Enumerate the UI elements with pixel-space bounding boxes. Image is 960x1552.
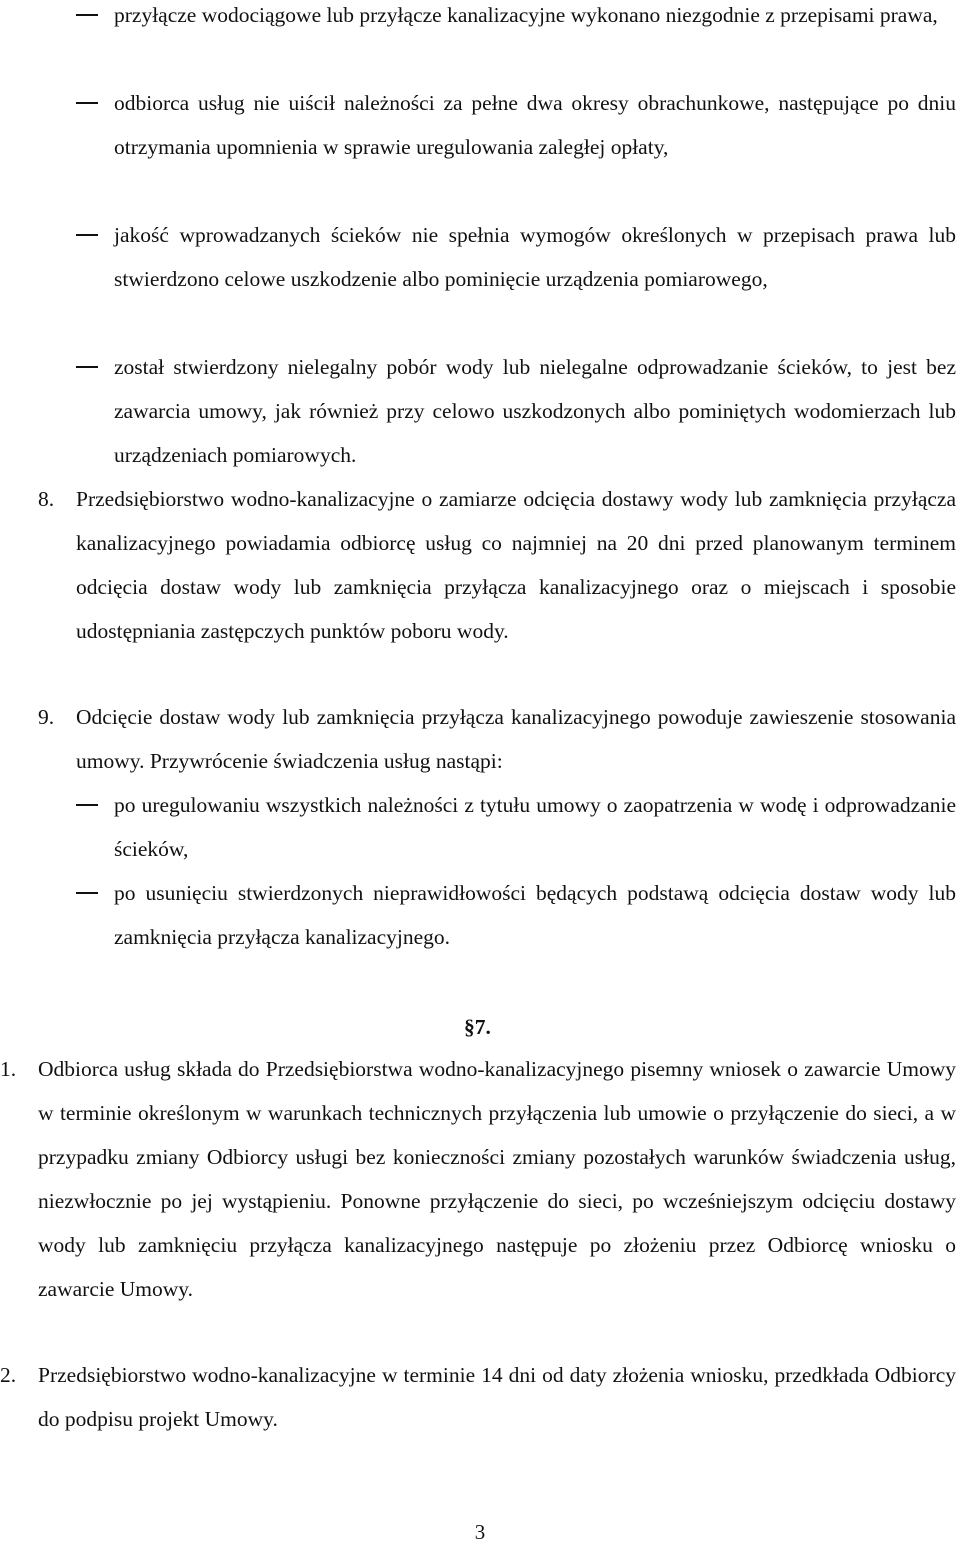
- dash-bullet-icon: [76, 234, 98, 236]
- point-number: 1.: [0, 1057, 17, 1081]
- point-number: 8.: [38, 487, 55, 511]
- list-item-text: po usunięciu stwierdzonych nieprawidłowości będących podstawą odcięcia dostaw wody lub zamknięcia przyłącza kanalizacyjnego.: [114, 881, 956, 949]
- dash-bullet-icon: [76, 892, 98, 894]
- point-number: 2.: [0, 1363, 17, 1387]
- point-text: Przedsiębiorstwo wodno-kanalizacyjne w terminie 14 dni od daty złożenia wniosku, przedkłada Odbiorcy do podpisu projekt Umowy.: [38, 1363, 956, 1431]
- point-text: Odcięcie dostaw wody lub zamknięcia przyłącza kanalizacyjnego powoduje zawieszenie stosowania umowy. Przywrócenie świadczenia usług nastąpi:: [76, 705, 956, 773]
- dash-bullet-icon: [76, 14, 98, 16]
- list-item-text: odbiorca usług nie uiścił należności za pełne dwa okresy obrachunkowe, następujące po dniu otrzymania upomnienia w sprawie uregulowania zaległej opłaty,: [114, 91, 956, 159]
- dash-bullet-icon: [76, 804, 98, 806]
- dash-bullet-icon: [76, 366, 98, 368]
- point-text: Przedsiębiorstwo wodno-kanalizacyjne o zamiarze odcięcia dostawy wody lub zamknięcia przyłącza kanalizacyjnego powiadamia odbiorcę usług co najmniej na 20 dni przed planowanym terminem odcięcia dostaw wody lub zamknięcia przyłącza kanalizacyjnego oraz o miejscach i sposobie udostępniania zastępczych punktów poboru wody.: [76, 487, 956, 643]
- list-item-text: został stwierdzony nielegalny pobór wody lub nielegalne odprowadzanie ścieków, to jest bez zawarcia umowy, jak również przy celowo uszkodzonych albo pominiętych wodomierzach lub urządzeniach pomiarowych.: [114, 355, 956, 467]
- section-heading: §7.: [464, 1015, 491, 1039]
- list-item-text: po uregulowaniu wszystkich należności z tytułu umowy o zaopatrzenia w wodę i odprowadzanie ścieków,: [114, 793, 956, 861]
- point-number: 9.: [38, 705, 55, 729]
- list-item-text: przyłącze wodociągowe lub przyłącze kanalizacyjne wykonano niezgodnie z przepisami prawa,: [114, 3, 938, 27]
- page-number: 3: [474, 1520, 486, 1544]
- dash-bullet-icon: [76, 102, 98, 104]
- list-item-text: jakość wprowadzanych ścieków nie spełnia wymogów określonych w przepisach prawa lub stwierdzono celowe uszkodzenie albo pominięcie urządzenia pomiarowego,: [114, 223, 956, 291]
- point-text: Odbiorca usług składa do Przedsiębiorstwa wodno-kanalizacyjnego pisemny wniosek o zawarcie Umowy w terminie określonym w warunkach technicznych przyłączenia lub umowie o przyłączenie do sieci, a w przypadku zmiany Odbiorcy usługi bez konieczności zmiany pozostałych warunków świadczenia usług, niezwłocznie po jej wystąpieniu. Ponowne przyłączenie do sieci, po wcześniejszym odcięciu dostawy wody lub zamknięciu przyłącza kanalizacyjnego następuje po złożeniu przez Odbiorcę wniosku o zawarcie Umowy.: [38, 1057, 956, 1301]
